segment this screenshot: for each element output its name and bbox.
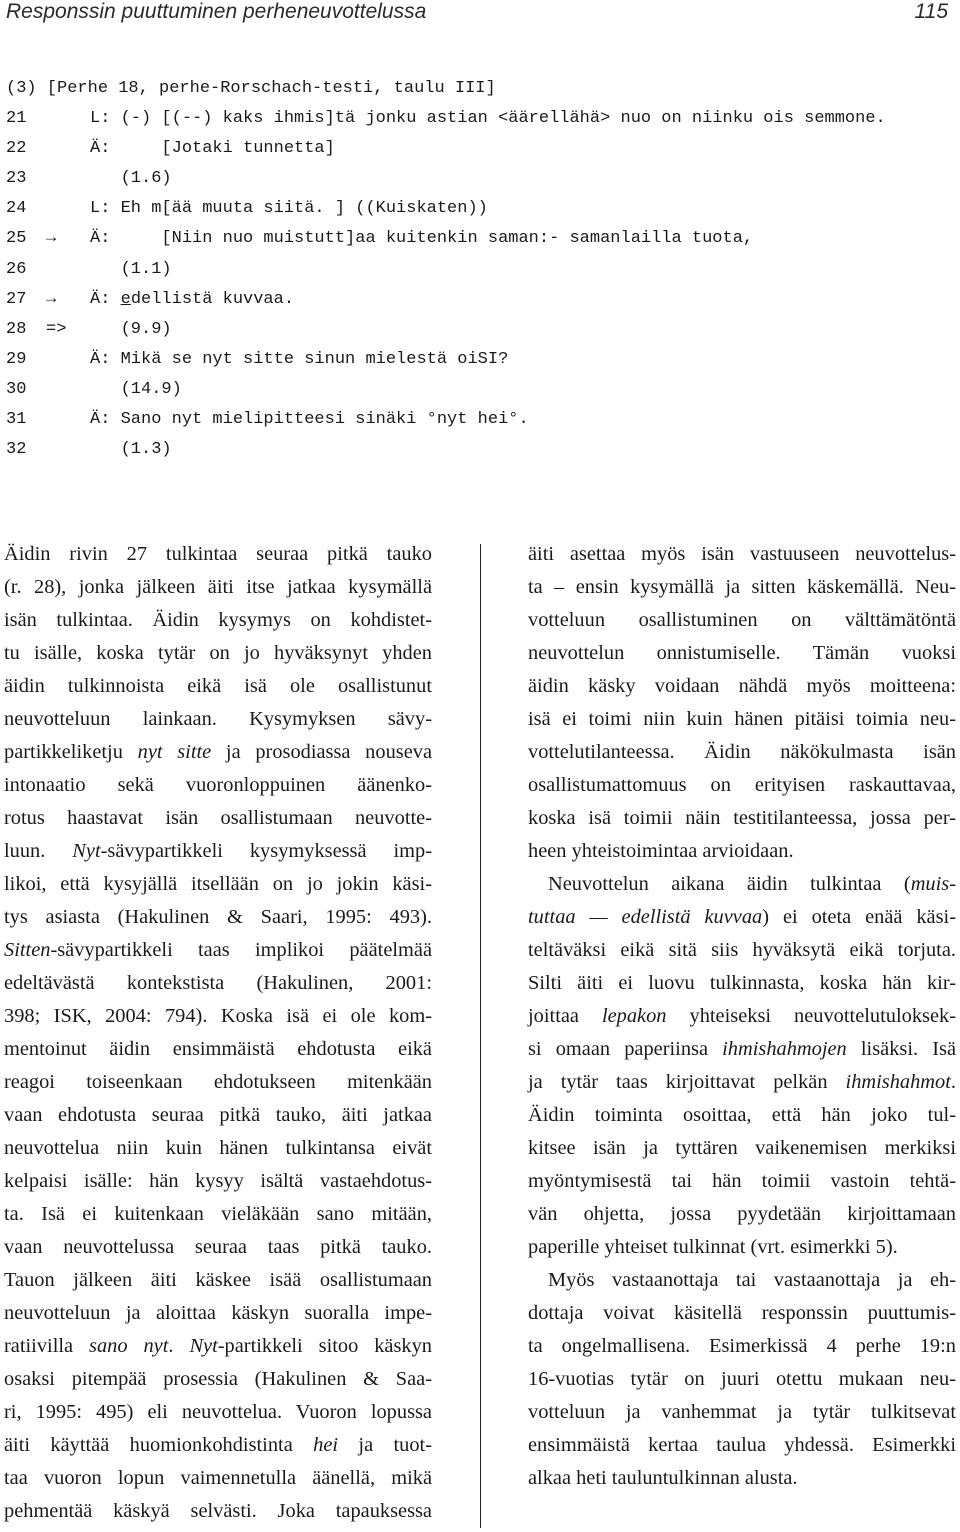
text-line: kelpaisi isälle: hän kysyy isältä vastaehdotus-	[4, 1170, 432, 1193]
text-segment: ja tuot-	[338, 1434, 432, 1457]
running-header	[6, 0, 948, 26]
text-line: dottaja voivat käsitellä responssin puuttumis-	[528, 1302, 956, 1325]
body-text-left-column	[4, 538, 432, 1528]
line-number: 26	[6, 259, 27, 279]
text-segment: -sävypartikkeli kysymyksessä imp-	[100, 840, 432, 863]
line-text: Ä: [Niin nuo muistutt]aa kuitenkin saman:- samanlailla tuota,	[90, 229, 754, 249]
text-line: intonaatio sekä vuoronloppuinen äänenko-	[4, 774, 432, 797]
transcript-heading	[6, 74, 956, 104]
line-text: Ä: Mikä se nyt sitte sinun mielestä oiSI?	[90, 349, 509, 369]
text-line: äidin käsky voidaan nähdä myös moitteena:	[528, 675, 956, 698]
italic-term: ihmishahmojen	[722, 1038, 847, 1061]
text-segment: ) ei oteta enää käsi-	[762, 906, 956, 929]
text-segment: lisäksi. Isä	[846, 1038, 956, 1061]
text-segment: joittaa	[528, 1005, 602, 1028]
transcript-line	[6, 224, 956, 254]
line-number: 21	[6, 109, 27, 129]
text-line: teltäväksi eikä sitä siis hyväksytä eikä torjuta.	[528, 939, 956, 962]
transcript-line	[6, 164, 956, 194]
underlined-segment: e	[120, 289, 131, 309]
transcript-line	[6, 405, 956, 435]
text-line	[4, 835, 432, 868]
text-line: Äidin toiminta osoittaa, että hän joko tul-	[528, 1104, 956, 1127]
text-segment: luun.	[4, 840, 73, 863]
text-line: mentoinut äidin ensimmäistä ehdotusta eikä	[4, 1038, 432, 1061]
text-segment: ja prosodiassa nouseva	[211, 741, 432, 764]
transcript-line	[6, 255, 956, 285]
text-line: Silti äiti ei luovu tulkinnasta, koska hän kir-	[528, 972, 956, 995]
text-segment: -sävypartikkeli taas implikoi päätelmää	[50, 939, 432, 962]
transcript-line	[6, 285, 956, 315]
text-line: alkaa heti tauluntulkinnan alusta.	[528, 1467, 798, 1490]
text-segment: .	[950, 1071, 956, 1094]
text-segment: Ä:	[90, 289, 121, 309]
text-line: edeltävästä kontekstista (Hakulinen, 2001:	[4, 972, 432, 995]
text-line: pehmentää käskyä selvästi. Joka tapauksessa	[4, 1500, 432, 1523]
text-segment: Neuvottelun aikana äidin tulkintaa (	[548, 873, 911, 896]
text-line: vaan ehdotusta seuraa pitkä tauko, äiti jatkaa	[4, 1104, 432, 1127]
text-line: ri, 1995: 495) eli neuvottelua. Vuoron lopussa	[4, 1401, 432, 1424]
text-line: taa vuoron lopun vaimennetulla äänellä, mikä	[4, 1467, 432, 1490]
text-line: heen yhteistoimintaa arvioidaan.	[528, 840, 794, 863]
text-line: isä ei toimi niin kuin hänen pitäisi toimia neu-	[528, 708, 956, 731]
text-line: ensimmäistä kertaa taulua yhdessä. Esimerkki	[528, 1434, 956, 1457]
text-line: myöntymisestä tai hän toimii vastoin tehtä-	[528, 1170, 956, 1193]
text-line	[4, 1330, 432, 1363]
text-line: likoi, että kysyjällä itsellään on jo jokin käsi-	[4, 873, 432, 896]
text-line: vaan neuvottelussa seuraa taas pitkä tauko.	[4, 1236, 432, 1259]
transcript-line	[6, 134, 956, 164]
text-line: 16-vuotias tytär on juuri otettu mukaan neu-	[528, 1368, 956, 1391]
text-line	[528, 901, 956, 934]
text-segment: partikkeliketju	[4, 741, 138, 764]
italic-term: ihmishahmot	[845, 1071, 951, 1094]
text-line: votteluun osallistuminen on välttämätöntä	[528, 609, 956, 632]
text-line: ta ongelmallisena. Esimerkissä 4 perhe 19:n	[528, 1335, 956, 1358]
text-line	[528, 1000, 956, 1033]
italic-term: sano nyt	[89, 1335, 169, 1358]
line-text: (1.1)	[90, 259, 172, 279]
text-line: Myös vastaanottaja tai vastaanottaja ja eh-	[548, 1269, 956, 1292]
line-text: Ä: [Jotaki tunnetta]	[90, 139, 335, 159]
text-line	[528, 868, 956, 901]
text-line: votteluun ja vanhemmat ja tytär tulkitsevat	[528, 1401, 956, 1424]
arrow-marker-icon: →	[46, 289, 57, 309]
text-line	[4, 934, 432, 967]
line-number: 24	[6, 199, 27, 219]
text-segment: ratiivilla	[4, 1335, 90, 1358]
column-divider	[480, 544, 481, 1528]
transcript-line	[6, 104, 956, 134]
italic-term: Sitten	[4, 939, 51, 962]
text-line: (r. 28), jonka jälkeen äiti itse jatkaa kysymällä	[4, 576, 432, 599]
line-number: 31	[6, 410, 27, 430]
text-line: tys asiasta (Hakulinen & Saari, 1995: 493).	[4, 906, 432, 929]
italic-term: Nyt	[189, 1335, 218, 1358]
transcript-line	[6, 435, 956, 465]
transcript-heading-text: (3) [Perhe 18, perhe-Rorschach-testi, taulu III]	[6, 79, 496, 98]
line-number: 28	[6, 319, 27, 339]
text-line: koska isä toimii näin testitilanteessa, jossa per-	[528, 807, 956, 830]
line-number: 27	[6, 289, 27, 309]
text-line	[4, 1429, 432, 1462]
text-segment: dellistä kuvvaa.	[130, 289, 295, 309]
text-line: rotus haastavat isän osallistumaan neuvotte-	[4, 807, 432, 830]
arrow-marker-icon: →	[46, 229, 57, 249]
text-line: neuvottelun onnistumiselle. Tämän vuoksi	[528, 642, 956, 665]
text-line	[528, 1066, 956, 1099]
text-line: ta. Isä ei kuitenkaan vieläkään sano mitään,	[4, 1203, 432, 1226]
line-number: 30	[6, 379, 27, 399]
italic-term: Nyt	[72, 840, 101, 863]
italic-term: lepakon	[601, 1005, 667, 1028]
text-line: vän ohjetta, jossa pyydetään kirjoittamaan	[528, 1203, 956, 1226]
text-segment: yhteiseksi neuvottelutuloksek-	[666, 1005, 956, 1028]
text-line: äidin tulkinnoista eikä isä ole osallistunut	[4, 675, 432, 698]
line-text: (1.3)	[90, 440, 172, 460]
text-line: osallistumattomuus on erityisen raskauttavaa,	[528, 774, 956, 797]
italic-term: tuttaa — edellistä kuvvaa	[528, 906, 763, 929]
text-line	[4, 736, 432, 769]
line-text: L: Eh m[ää muuta siitä. ] ((Kuiskaten))	[90, 199, 488, 219]
italic-term: nyt sitte	[137, 741, 212, 764]
transcript-example	[6, 74, 956, 465]
text-line: neuvotteluun lainkaan. Kysymyksen sävy-	[4, 708, 432, 731]
text-segment: äiti käyttää huomionkohdistinta	[4, 1434, 314, 1457]
text-line: 398; ISK, 2004: 794). Koska isä ei ole kom-	[4, 1005, 432, 1028]
line-text: (9.9)	[90, 319, 172, 339]
transcript-line	[6, 315, 956, 345]
text-segment: ja tytär taas kirjoittavat pelkän	[528, 1071, 846, 1094]
text-line: neuvottelua niin kuin hänen tulkintansa eivät	[4, 1137, 432, 1160]
page-number: 115	[914, 0, 948, 23]
text-line: ta – ensin kysymällä ja sitten käskemällä. Neu-	[528, 576, 956, 599]
line-number: 23	[6, 169, 27, 189]
text-line	[528, 1033, 956, 1066]
italic-term: muis-	[910, 873, 956, 896]
line-text: L: (-) [(--) kaks ihmis]tä jonku astian <äärellähä> nuo on niinku ois semmone.	[90, 109, 886, 129]
line-text: (14.9)	[90, 379, 182, 399]
text-line: reagoi toiseenkaan ehdotukseen mitenkään	[4, 1071, 432, 1094]
line-text: (1.6)	[90, 169, 172, 189]
text-segment: .	[168, 1335, 190, 1358]
text-segment: si omaan paperiinsa	[528, 1038, 723, 1061]
text-line: Tauon jälkeen äiti käskee isää osallistumaan	[4, 1269, 432, 1292]
body-text-right-column	[528, 538, 956, 1495]
text-line: isän tulkintaa. Äidin kysymys on kohdistet-	[4, 609, 432, 632]
text-line: tu isälle, koska tytär on jo hyväksynyt yhden	[4, 642, 432, 665]
transcript-line	[6, 345, 956, 375]
line-text: Ä: Sano nyt mielipitteesi sinäki °nyt hei°.	[90, 410, 529, 430]
line-number: 29	[6, 349, 27, 369]
text-line: äiti asettaa myös isän vastuuseen neuvottelus-	[528, 543, 956, 565]
transcript-line	[6, 375, 956, 405]
text-line: paperille yhteiset tulkinnat (vrt. esimerkki 5).	[528, 1236, 898, 1259]
text-line: osaksi pitempää prosessia (Hakulinen & Saa-	[4, 1368, 432, 1391]
running-title: Responssin puuttuminen perheneuvottelussa	[6, 0, 427, 23]
text-line: vottelutilanteessa. Äidin näkökulmasta isän	[528, 741, 956, 764]
text-line: Äidin rivin 27 tulkintaa seuraa pitkä tauko	[4, 543, 432, 565]
text-line: kitsee isän ja tyttären vaikenemisen merkiksi	[528, 1137, 956, 1160]
text-line: neuvotteluun ja aloittaa käskyn suoralla impe-	[4, 1302, 432, 1325]
focus-marker: =>	[46, 319, 67, 339]
transcript-line	[6, 194, 956, 224]
line-text	[90, 285, 294, 315]
text-segment: -partikkeli sitoo käskyn	[217, 1335, 432, 1358]
line-number: 22	[6, 139, 27, 159]
line-number: 32	[6, 440, 27, 460]
italic-term: hei	[313, 1434, 339, 1457]
line-number: 25	[6, 229, 27, 249]
